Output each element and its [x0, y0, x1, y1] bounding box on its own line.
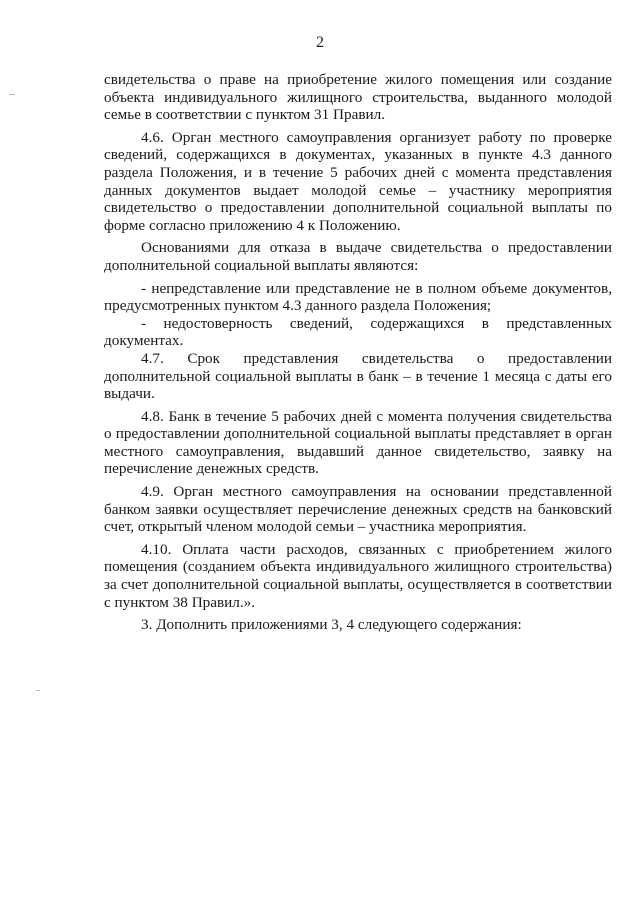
- scan-mark-top: [9, 94, 15, 95]
- paragraph-4-6: 4.6. Орган местного самоуправления организует работу по проверке сведений, содержащихся в документах, указанных в пункте 4.3 данного раздела Положения, и в течение 5 рабочих дней с момента представления данных документов выдает молодой семье – участнику мероприятия свидетельство о предоставлении дополнительной социальной выплаты по форме согласно приложению 4 к Положению.: [104, 128, 612, 234]
- paragraph-continuation: свидетельства о праве на приобретение жилого помещения или создание объекта индивидуального жилищного строительства, выданного молодой семье в соответствии с пунктом 31 Правил.: [104, 71, 612, 124]
- paragraph-4-8: 4.8. Банк в течение 5 рабочих дней с момента получения свидетельства о предоставлении дополнительной социальной выплаты представляет в орган местного самоуправления, выдавший данное свидетельство, заявку на перечисление денежных средств.: [104, 407, 612, 478]
- page-number: 2: [316, 34, 324, 51]
- list-item-unreliable-information: - недостоверность сведений, содержащихся в представленных документах.: [104, 314, 612, 350]
- paragraph-4-9: 4.9. Орган местного самоуправления на основании представленной банком заявки осуществляет перечисление денежных средств на банковский счет, открытый членом молодой семьи – участника мероприятия.: [104, 483, 612, 536]
- paragraph-4-7: 4.7. Срок представления свидетельства о предоставлении дополнительной социальной выплаты в банк – в течение 1 месяца с даты его выдачи.: [104, 349, 612, 403]
- scan-mark-bottom: [36, 690, 40, 691]
- paragraph-4-10: 4.10. Оплата части расходов, связанных с приобретением жилого помещения (созданием объекта индивидуального жилищного строительства) за счет дополнительной социальной выплаты, осуществляется в соответствии с пунктом 38 Правил.».: [104, 540, 612, 611]
- list-item-incomplete-documents: - непредставление или представление не в полном объеме документов, предусмотренных пунктом 4.3 данного раздела Положения;: [104, 279, 612, 315]
- paragraph-refusal-grounds: Основаниями для отказа в выдаче свидетельства о предоставлении дополнительной социальной выплаты являются:: [104, 239, 612, 274]
- document-body: [104, 71, 612, 634]
- paragraph-item-3: 3. Дополнить приложениями 3, 4 следующего содержания:: [141, 616, 522, 634]
